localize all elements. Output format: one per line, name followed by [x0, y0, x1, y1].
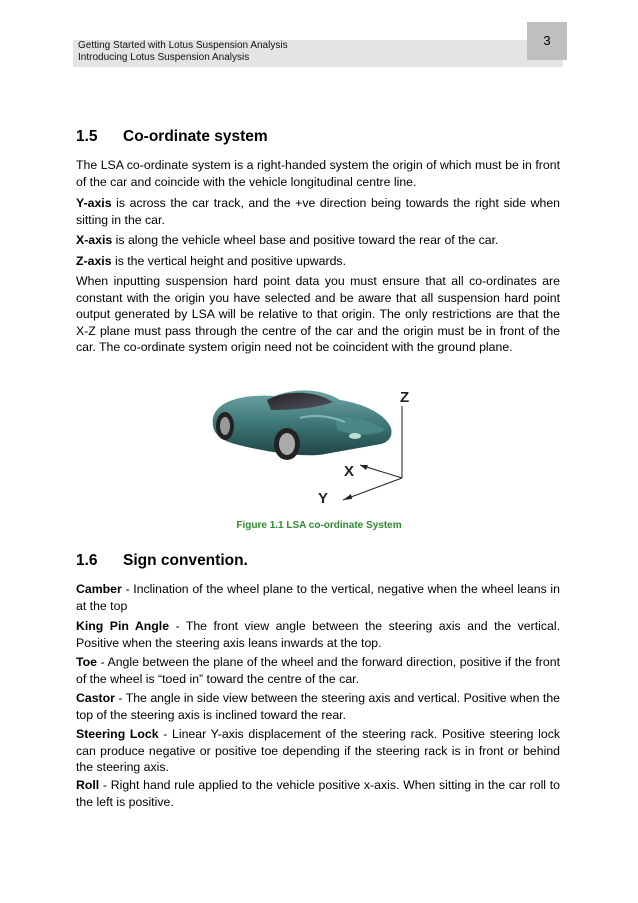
paragraph-y-axis — [76, 195, 560, 228]
term-toe: Toe — [76, 655, 97, 669]
definition-camber — [76, 581, 560, 614]
car-axes-illustration — [205, 378, 430, 510]
desc-castor: - The angle in side view between the steering axis and vertical. Positive when the top of the steering axis is inclined toward the rear. — [76, 691, 560, 722]
term-y-axis: Y-axis — [76, 196, 112, 210]
definition-king-pin-angle — [76, 618, 560, 651]
section-number: 1.6 — [76, 552, 98, 569]
desc-x-axis: is along the vehicle wheel base and positive toward the rear of the car. — [112, 233, 499, 247]
definition-toe — [76, 654, 560, 687]
section-title: Sign convention. — [123, 552, 248, 569]
desc-roll: - Right hand rule applied to the vehicle positive x-axis. When sitting in the car roll to the left is positive. — [76, 778, 560, 809]
term-z-axis: Z-axis — [76, 254, 112, 268]
desc-y-axis: is across the car track, and the +ve direction being towards the right side when sitting in the car. — [76, 196, 560, 227]
term-roll: Roll — [76, 778, 100, 792]
section-title: Co-ordinate system — [123, 128, 268, 145]
desc-toe: - Angle between the plane of the wheel and the forward direction, positive if the front of the wheel is “toed in” toward the centre of the car. — [76, 655, 560, 686]
desc-steering-lock: - Linear Y-axis displacement of the steering rack. Positive steering lock can produce negative or positive toe depending if the steering rack is in front or behind the steering axis. — [76, 727, 560, 774]
term-steering-lock: Steering Lock — [76, 727, 159, 741]
paragraph-x-axis — [76, 232, 560, 249]
definition-castor — [76, 690, 560, 723]
header-title: Getting Started with Lotus Suspension Analysis — [78, 40, 288, 51]
term-x-axis: X-axis — [76, 233, 113, 247]
desc-camber: - Inclination of the wheel plane to the vertical, negative when the wheel leans in at the top — [76, 582, 560, 613]
section-heading-1-5 — [76, 128, 268, 146]
figure-coordinate-system — [205, 378, 430, 510]
axis-z-label: Z — [400, 389, 410, 406]
desc-king-pin-angle: - The front view angle between the steering axis and the vertical. Positive when the steering axis leans inwards at the top. — [76, 619, 560, 650]
header-subtitle: Introducing Lotus Suspension Analysis — [78, 52, 250, 63]
term-camber: Camber — [76, 582, 122, 596]
term-king-pin-angle: King Pin Angle — [76, 619, 170, 633]
desc-z-axis: is the vertical height and positive upwards. — [111, 254, 346, 268]
definition-roll — [76, 777, 560, 810]
term-castor: Castor — [76, 691, 115, 705]
paragraph-z-axis — [76, 253, 560, 270]
section-heading-1-6 — [76, 552, 248, 570]
paragraph-intro: The LSA co-ordinate system is a right-handed system the origin of which must be in front of the car and coincide with the vehicle longitudinal centre line. — [76, 158, 560, 189]
section-number: 1.5 — [76, 128, 98, 145]
paragraph-hard-points: When inputting suspension hard point data you must ensure that all co-ordinates are constant with the origin you have selected and be aware that all suspension hard point output generated by LSA will be relative to that origin. The only restrictions are that the X-Z plane must pass through the centre of the car and the origin must be in front of the car. The co-ordinate system origin need not be coincident with the ground plane. — [76, 274, 560, 354]
axis-y-label: Y — [318, 490, 329, 507]
page-number: 3 — [527, 22, 567, 60]
figure-caption: Figure 1.1 LSA co-ordinate System — [236, 520, 402, 531]
definition-steering-lock — [76, 726, 560, 776]
axis-x-label: X — [344, 463, 355, 480]
car-image — [213, 390, 392, 460]
